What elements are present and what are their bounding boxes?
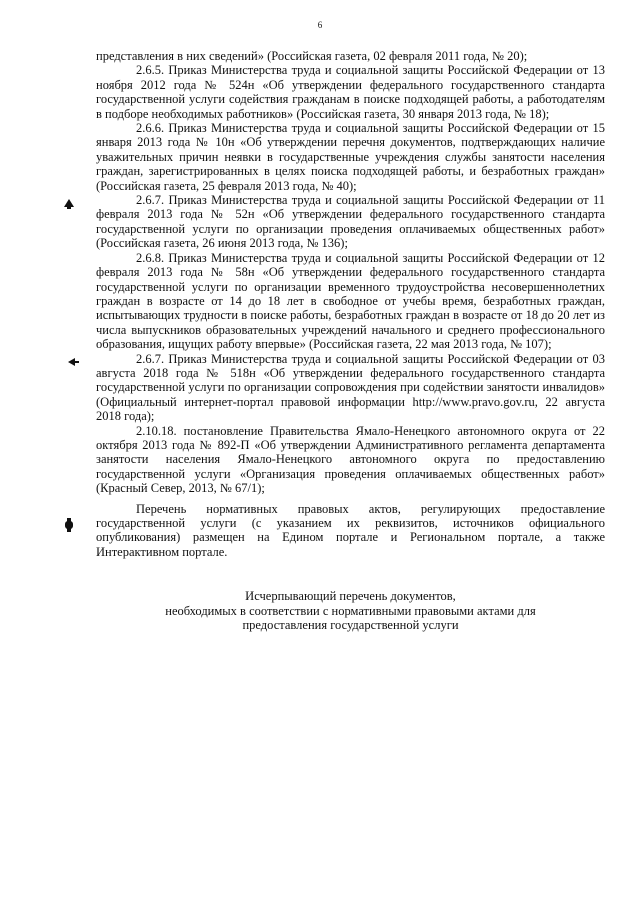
margin-ink-mark-icon: [65, 521, 73, 529]
margin-arrow-mark-icon: [64, 199, 74, 207]
paragraph-item-2-6-7: 2.6.7. Приказ Министерства труда и социальной защиты Российской Федерации от 11 февраля 2013 года № 52н «Об утверждении федерального государственного стандарта государственной услуги по организации проведения оплачиваемых общественных работ» (Российская газета, 26 июня 2013 года, № 136);: [96, 193, 605, 251]
paragraph-item-2-6-6: 2.6.6. Приказ Министерства труда и социальной защиты Российской Федерации от 15 января 2013 года № 10н «Об утверждении перечня документов, подтверждающих наличие уважительных причин неявки в государственные учреждения службы занятости населения граждан, зарегистрированных в целях поиска подходящей работы, и безработных граждан» (Российская газета, 25 февраля 2013 года, № 40);: [96, 121, 605, 193]
section-heading-line-3: предоставления государственной услуги: [242, 618, 459, 633]
document-body: [96, 49, 605, 632]
section-heading-line-1: Исчерпывающий перечень документов,: [245, 589, 456, 604]
page-number: 6: [317, 20, 323, 30]
section-heading: [96, 589, 605, 632]
paragraph-legal-acts-list: Перечень нормативных правовых актов, регулирующих предоставление государственной услуги (с указанием их реквизитов, источников официального опубликования) размещен на Едином портале и Региональном портале, а также Интерактивном портале.: [96, 501, 605, 559]
paragraph-item-2-6-5: 2.6.5. Приказ Министерства труда и социальной защиты Российской Федерации от 13 ноября 2012 года № 524н «Об утверждении федерального государственного стандарта государственной услуги содействия гражданам в поиске подходящей работы, а работодателям в подборе необходимых работников» (Российская газета, 30 января 2013 года, № 18);: [96, 63, 605, 121]
paragraph-item-2-6-7-second: 2.6.7. Приказ Министерства труда и социальной защиты Российской Федерации от 03 августа 2018 года № 518н «Об утверждении федерального государственного стандарта государственной услуги по организации сопровождения при содействии занятости инвалидов» (Официальный интернет-портал правовой информации http://www.pravo.gov.ru, 22 августа 2018 года);: [96, 351, 605, 424]
section-heading-line-2: необходимых в соответствии с нормативными правовыми актами для: [165, 603, 536, 618]
paragraph-item-2-6-8: 2.6.8. Приказ Министерства труда и социальной защиты Российской Федерации от 12 февраля 2013 года № 58н «Об утверждении федерального государственного стандарта государственной услуги по организации временного трудоустройства несовершеннолетних граждан в возрасте от 14 до 18 лет в свободное от учебы время, безработных граждан, испытывающих трудности в поиске работы, безработных граждан в возрасте от 18 до 20 лет из числа выпускников образовательных учреждений начального и среднего профессионального образования, ищущих работу впервые» (Российская газета, 22 мая 2013 года, № 107);: [96, 250, 605, 352]
margin-left-arrow-mark-icon: [68, 358, 75, 366]
paragraph-item-2-10-18: 2.10.18. постановление Правительства Ямало-Ненецкого автономного округа от 22 октября 2013 года № 892-П «Об утверждении Административного регламента департамента занятости населения Ямало-Ненецкого автономного округа по предоставлению государственной услуги «Организация проведения оплачиваемых общественных работ» (Красный Север, 2013, № 67/1);: [96, 423, 605, 496]
paragraph-continuation: представления в них сведений» (Российская газета, 02 февраля 2011 года, № 20);: [96, 49, 528, 63]
